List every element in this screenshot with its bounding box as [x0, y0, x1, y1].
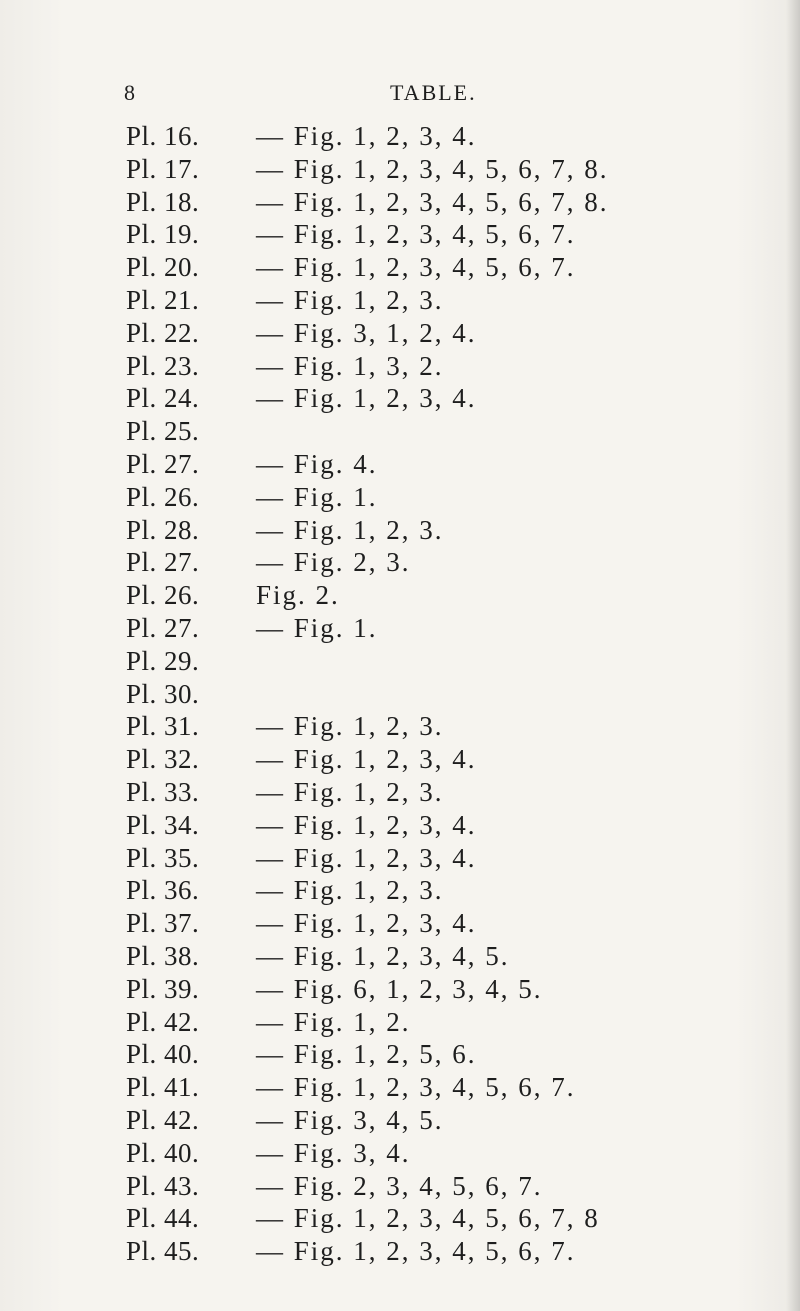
figure-list: Fig. 2. — [256, 580, 340, 611]
index-entry — [126, 1235, 786, 1268]
plate-number: Pl. 42. — [126, 1104, 200, 1135]
index-entry — [126, 743, 786, 776]
plate-number: Pl. 34. — [126, 809, 200, 840]
running-title: TABLE. — [390, 80, 477, 105]
figure-list: — Fig. 1, 2, 3. — [256, 284, 444, 315]
plate-number: Pl. 36. — [126, 875, 200, 906]
index-entry — [126, 579, 786, 612]
index-entry — [126, 1202, 786, 1235]
index-entry — [126, 186, 786, 219]
plate-number: Pl. 18. — [126, 186, 200, 217]
figure-list: — Fig. 1, 2, 3, 4, 5, 6, 7, 8 — [256, 1203, 600, 1234]
plate-number: Pl. 41. — [126, 1072, 200, 1103]
figure-list: — Fig. 1, 2, 3, 4, 5. — [256, 940, 510, 971]
plate-number: Pl. 27. — [126, 547, 200, 578]
figure-list: — Fig. 2, 3. — [256, 547, 411, 578]
figure-list: — Fig. 1, 2, 3, 4, 5, 6, 7, 8. — [256, 186, 609, 217]
index-entry — [126, 1071, 786, 1104]
index-entry — [126, 120, 786, 153]
figure-list: — Fig. 6, 1, 2, 3, 4, 5. — [256, 973, 543, 1004]
index-entry — [126, 350, 786, 383]
plate-number: Pl. 25. — [126, 416, 200, 447]
index-entry — [126, 448, 786, 481]
index-entry — [126, 809, 786, 842]
plate-number: Pl. 27. — [126, 448, 200, 479]
index-entry — [126, 415, 786, 448]
page-number: 8 — [124, 80, 136, 105]
figure-list: — Fig. 3, 4. — [256, 1137, 411, 1168]
plate-number: Pl. 16. — [126, 121, 200, 151]
figure-list: — Fig. 1. — [256, 481, 378, 512]
index-entry — [126, 874, 786, 907]
figure-list: — Fig. 1, 2, 3. — [256, 514, 444, 545]
plate-number: Pl. 19. — [126, 219, 200, 250]
plate-number: Pl. 42. — [126, 1006, 200, 1037]
plate-number: Pl. 23. — [126, 350, 200, 381]
plate-number: Pl. 26. — [126, 580, 200, 611]
plate-number: Pl. 40. — [126, 1137, 200, 1168]
index-entry — [126, 612, 786, 645]
index-entry — [126, 1038, 786, 1071]
plate-number: Pl. 38. — [126, 940, 200, 971]
plate-number: Pl. 35. — [126, 842, 200, 873]
figure-list: — Fig. 4. — [256, 448, 378, 479]
index-entry — [126, 645, 786, 678]
plate-number: Pl. 20. — [126, 252, 200, 283]
index-entry — [126, 907, 786, 940]
plate-number: Pl. 44. — [126, 1203, 200, 1234]
index-entry — [126, 1170, 786, 1203]
index-entry — [126, 678, 786, 711]
figure-list: — Fig. 1, 2, 3, 4. — [256, 121, 477, 151]
figure-list: — Fig. 1, 2, 3, 4. — [256, 383, 477, 414]
index-entry — [126, 842, 786, 875]
index-entry — [126, 1137, 786, 1170]
index-entry — [126, 317, 786, 350]
figure-list: — Fig. 1, 3, 2. — [256, 350, 444, 381]
figure-list: — Fig. 1, 2. — [256, 1006, 411, 1037]
figure-list: — Fig. 1. — [256, 612, 378, 643]
plate-number: Pl. 37. — [126, 908, 200, 939]
figure-list: — Fig. 1, 2, 5, 6. — [256, 1039, 477, 1070]
figure-list: — Fig. 3, 1, 2, 4. — [256, 317, 477, 348]
plate-number: Pl. 40. — [126, 1039, 200, 1070]
index-entry — [126, 284, 786, 317]
index-entry — [126, 218, 786, 251]
figure-list: — Fig. 1, 2, 3, 4. — [256, 744, 477, 775]
figure-list: — Fig. 1, 2, 3, 4, 5, 6, 7. — [256, 1236, 576, 1267]
figure-list: — Fig. 1, 2, 3. — [256, 711, 444, 742]
figure-list: — Fig. 1, 2, 3, 4. — [256, 842, 477, 873]
page-header — [0, 80, 800, 110]
index-entry — [126, 514, 786, 547]
index-entry — [126, 940, 786, 973]
index-entry — [126, 1006, 786, 1039]
index-entry — [126, 546, 786, 579]
index-entry — [126, 1104, 786, 1137]
index-entry — [126, 382, 786, 415]
figure-list: — Fig. 1, 2, 3, 4, 5, 6, 7. — [256, 1072, 576, 1103]
plate-number: Pl. 26. — [126, 481, 200, 512]
page-edge-shadow — [786, 0, 800, 1311]
plate-number: Pl. 22. — [126, 317, 200, 348]
plate-number: Pl. 32. — [126, 744, 200, 775]
plate-figure-index — [126, 120, 786, 1268]
plate-number: Pl. 24. — [126, 383, 200, 414]
plate-number: Pl. 39. — [126, 973, 200, 1004]
figure-list: — Fig. 1, 2, 3, 4, 5, 6, 7, 8. — [256, 153, 609, 184]
plate-number: Pl. 45. — [126, 1236, 200, 1267]
plate-number: Pl. 31. — [126, 711, 200, 742]
index-entry — [126, 776, 786, 809]
figure-list: — Fig. 1, 2, 3, 4, 5, 6, 7. — [256, 252, 576, 283]
plate-number: Pl. 28. — [126, 514, 200, 545]
plate-number: Pl. 27. — [126, 612, 200, 643]
figure-list: — Fig. 1, 2, 3. — [256, 875, 444, 906]
figure-list: — Fig. 1, 2, 3. — [256, 776, 444, 807]
figure-list: — Fig. 1, 2, 3, 4. — [256, 809, 477, 840]
plate-number: Pl. 29. — [126, 645, 200, 676]
plate-number: Pl. 30. — [126, 678, 200, 709]
plate-number: Pl. 43. — [126, 1170, 200, 1201]
index-entry — [126, 153, 786, 186]
plate-number: Pl. 17. — [126, 153, 200, 184]
figure-list: — Fig. 2, 3, 4, 5, 6, 7. — [256, 1170, 543, 1201]
figure-list: — Fig. 1, 2, 3, 4, 5, 6, 7. — [256, 219, 576, 250]
figure-list: — Fig. 3, 4, 5. — [256, 1104, 444, 1135]
index-entry — [126, 710, 786, 743]
plate-number: Pl. 21. — [126, 284, 200, 315]
index-entry — [126, 973, 786, 1006]
figure-list: — Fig. 1, 2, 3, 4. — [256, 908, 477, 939]
index-entry — [126, 481, 786, 514]
plate-number: Pl. 33. — [126, 776, 200, 807]
index-entry — [126, 251, 786, 284]
